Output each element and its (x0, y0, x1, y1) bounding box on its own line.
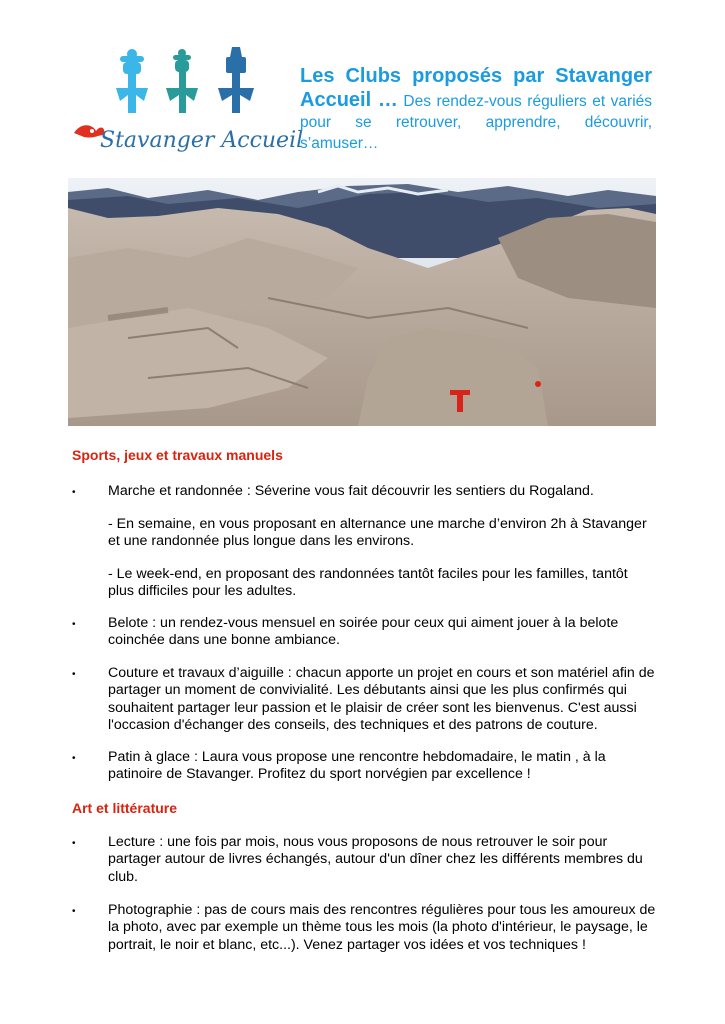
stavanger-accueil-logo (70, 45, 304, 160)
list-item-couture: Couture et travaux d’aiguille : chacun apporte un projet en cours et son matériel afin de partager un moment de convivialité. Les débutants ainsi que les plus confirmés qui souhaitent partager leur passion et le plaisir de créer sont les bienvenus. C'est aussi l'occasion d'échanger des conseils, des techniques et des patrons de couture. (108, 665, 655, 734)
bullet-icon: • (72, 619, 76, 630)
bullet-icon: • (72, 669, 76, 680)
bullet-icon: • (72, 906, 76, 917)
viking-figures-icon (70, 45, 304, 160)
bullet-icon: • (72, 487, 76, 498)
svg-text:Stavanger Accueil: Stavanger Accueil (100, 128, 304, 153)
list-item-belote: Belote : un rendez-vous mensuel en soirée pour ceux qui aiment jouer à la belote coinchée dans une bonne ambiance. (108, 615, 619, 649)
section-title-art: Art et littérature (72, 800, 178, 816)
intro-heading (300, 64, 652, 154)
list-item-lecture: Lecture : une fois par mois, nous vous proposons de nous retrouver le soir pour partager autour de livres échangés, autour d'un dîner chez les différents membres du club. (108, 834, 643, 885)
list-item-photographie: Photographie : pas de cours mais des rencontres régulières pour tous les amoureux de la photo, avec par exemple un thème tous les mois (la photo d'intérieur, le paysage, le portrait, le noir et blanc, etc...). Venez partager vos idées et vos techniques ! (108, 902, 656, 953)
list-item-randonnee: Marche et randonnée : Séverine vous fait découvrir les sentiers du Rogaland. (108, 483, 594, 499)
clubs-title: Les Clubs proposés par Stavanger Accueil … (300, 65, 652, 111)
bullet-icon: • (72, 838, 76, 849)
mountain-photo (68, 178, 656, 426)
list-item-patin: Patin à glace : Laura vous propose une rencontre hebdomadaire, le matin , à la patinoire de Stavanger. Profitez du sport norvégien par excellence ! (108, 749, 606, 783)
bullet-icon: • (72, 753, 76, 764)
section-title-sports: Sports, jeux et travaux manuels (72, 447, 283, 463)
list-item-randonnee-semaine: - En semaine, en vous proposant en alternance une marche d’environ 2h à Stavanger et une randonnée plus longue dans les environs. (108, 516, 647, 550)
clubs-subtitle: Des rendez-vous réguliers et variés pour se retrouver, apprendre, découvrir, s’amuser… (300, 93, 653, 152)
mountain-photo-icon (68, 178, 656, 426)
list-item-randonnee-weekend: - Le week-end, en proposant des randonnées tantôt faciles pour les familles, tantôt plus difficiles pour les adultes. (108, 566, 628, 600)
